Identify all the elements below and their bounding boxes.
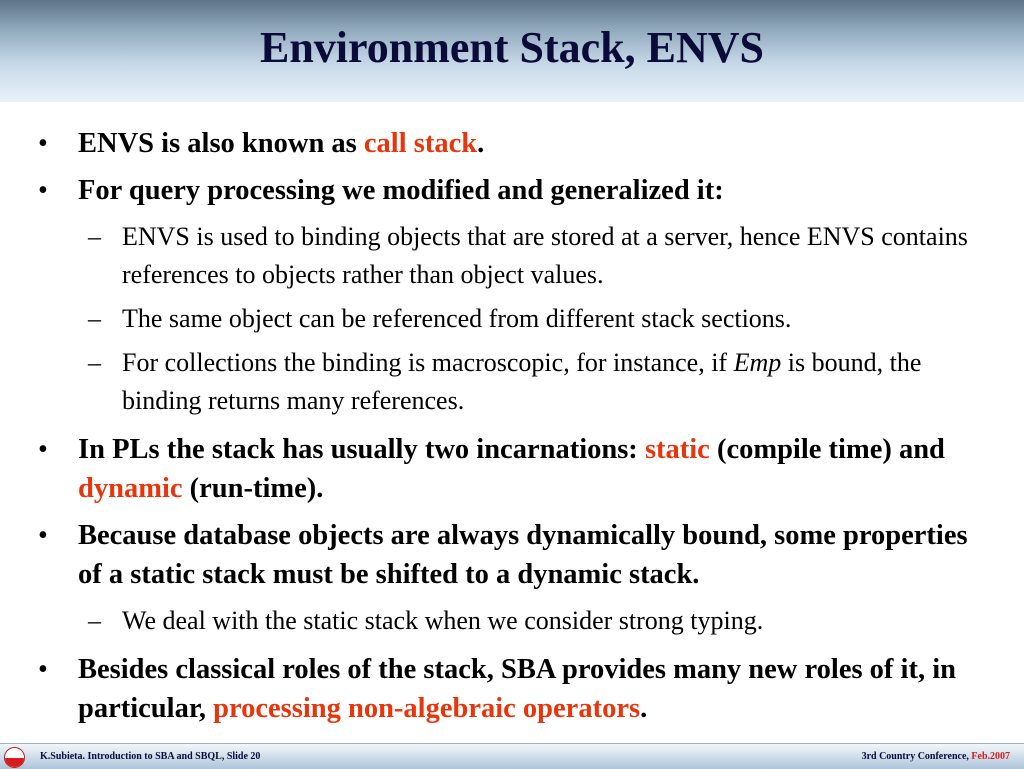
bullet-marker: • [38, 434, 48, 465]
sub-bullet-item [0, 344, 1024, 420]
bullet-item [0, 516, 1024, 594]
sub-bullet-text: ENVS is used to binding objects that are stored at a server, hence ENVS contains references to objects rather than object values. [122, 222, 968, 289]
bullet-text: (compile time) and [709, 434, 945, 465]
bullet-text: . [640, 693, 648, 724]
dash-marker: – [88, 222, 101, 251]
dash-marker: – [88, 606, 101, 635]
bullet-marker: • [38, 175, 48, 206]
bullet-text: . [477, 128, 485, 159]
footer-bar [0, 743, 1024, 769]
bullet-item [0, 171, 1024, 210]
sub-bullet-text: is bound, the binding returns many references. [122, 348, 922, 415]
dash-marker: – [88, 304, 101, 333]
bullet-text: ENVS is also known as [78, 128, 364, 159]
bullet-marker: • [38, 128, 48, 159]
bullet-marker: • [38, 654, 48, 685]
italic-term: Emp [733, 348, 782, 377]
sub-bullet-text: For collections the binding is macroscopic, for instance, if [122, 348, 734, 377]
slide-content [0, 124, 1024, 736]
bullet-item [0, 124, 1024, 163]
bullet-text: For query processing we modified and generalized it: [78, 175, 724, 206]
sub-bullet-text: We deal with the static stack when we consider strong typing. [122, 606, 764, 635]
slide-title: Environment Stack, ENVS [259, 23, 765, 72]
bullet-item [0, 650, 1024, 728]
bullet-text: Because database objects are always dynamically bound, some properties of a static stack must be shifted to a dynamic stack. [78, 520, 968, 590]
sub-bullet-item [0, 218, 1024, 294]
title-bar [0, 0, 1024, 102]
highlight-text: processing non-algebraic operators [213, 693, 641, 724]
conference-date: Feb.2007 [971, 751, 1010, 762]
bullet-item [0, 430, 1024, 508]
dash-marker: – [88, 348, 101, 377]
bullet-text: (run-time). [182, 473, 324, 504]
footer-credit: K.Subieta. Introduction to SBA and SBQL, Slide 20 [40, 751, 261, 762]
bullet-text: In PLs the stack has usually two incarnations: [78, 434, 645, 465]
highlight-text: call stack [363, 128, 478, 159]
footer-conference [862, 750, 1010, 763]
highlight-text: dynamic [78, 473, 183, 504]
bullet-marker: • [38, 520, 48, 551]
bullet-text: Besides classical roles of the stack, SBA provides many new roles of it, in particular, [78, 654, 956, 724]
sub-bullet-item [0, 602, 1024, 640]
sub-bullet-item [0, 300, 1024, 338]
highlight-text: static [644, 434, 710, 465]
logo-icon [4, 747, 25, 768]
conference-name: 3rd Country Conference, [861, 751, 972, 762]
sub-bullet-text: The same object can be referenced from different stack sections. [122, 304, 792, 333]
